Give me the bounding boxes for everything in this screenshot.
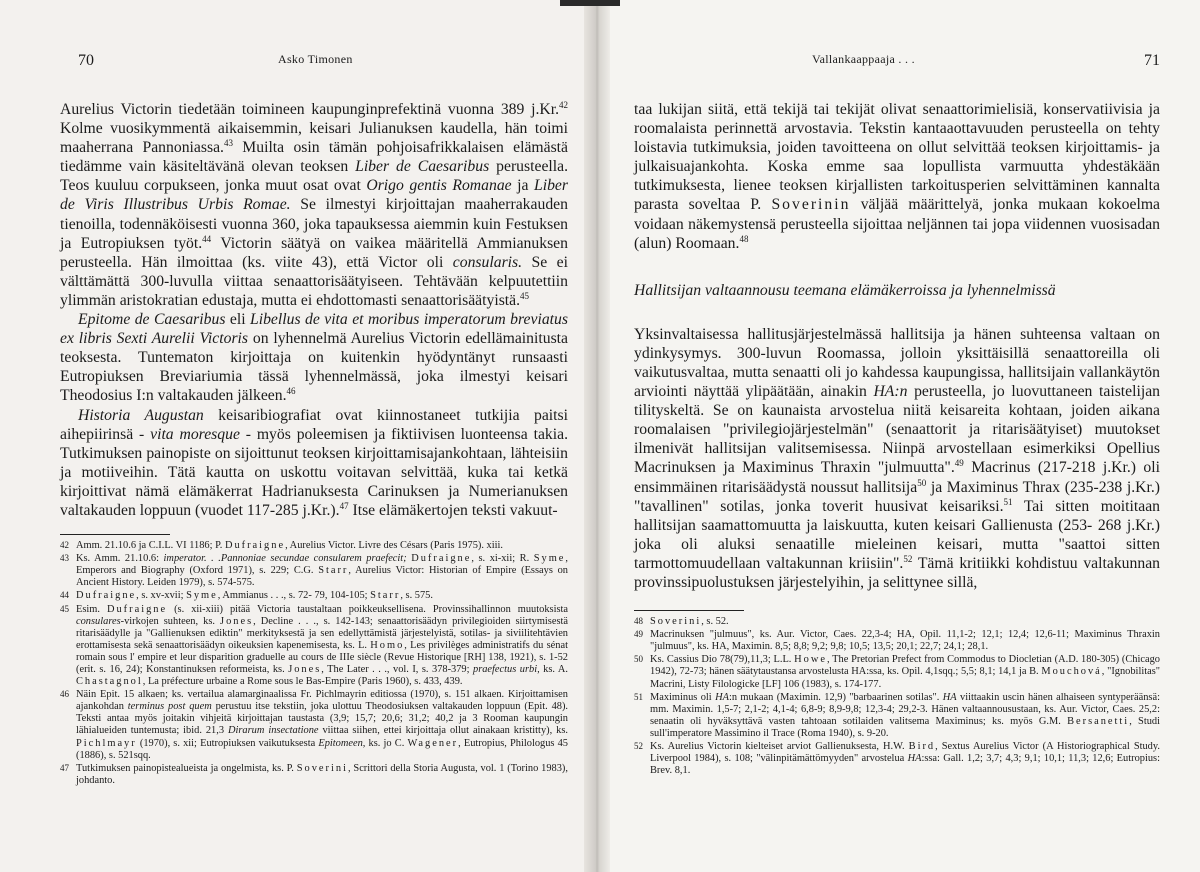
right-page [594, 0, 1200, 872]
author-name: Mouchová [1041, 666, 1102, 678]
footnote-rule [634, 610, 744, 611]
paragraph [634, 100, 1160, 253]
text-run: Tämä kritiikki kohdistuu valtakunnan provinssipuolustuksen järjestelyihin, ja selittynee sillä, [634, 554, 1160, 591]
left-page-header [60, 44, 568, 100]
footnote [60, 762, 568, 787]
text-run: perustuu itse tekstiin, joka ulottuu Theodosiuksen valtakauden loppuun (Epit. 48). Teksti antaa myös joitakin vihjeitä kirjoittajan taustasta (3,9; 15,7; 20,6; 31,2; 40,2 ja 3 Rooman kaupungin lähialueiden tuntemusta; ibid. 21,3 [76, 701, 569, 737]
footnote-ref: 46 [286, 386, 296, 397]
footnote-number: 42 [60, 540, 69, 551]
text-run: Maximinus oli [650, 691, 716, 703]
text-run: , s. xi-xii; R. [471, 553, 534, 565]
text-run: , Les privilèges administratifs du sénat romain sous l' empire et leur disparition graduelle au cours de IIIe siècle (Revue Historique [RH] 138, 1921), s. 1-52 (erit. s. 16, 24); Konstantinuksen reformeista, ks. [76, 639, 568, 675]
italic-text: HA:n [873, 383, 908, 401]
right-footnotes [634, 615, 1160, 777]
text-run: Itse elämäkertojen teksti vakuut- [348, 501, 558, 519]
text-run: , Studi sull'imperatore Massimino il Trace (Roma 1940), s. 9-20. [650, 715, 1160, 739]
text-run: , Aurelius Victor. Livre des Césars (Paris 1975). xiii. [285, 540, 503, 552]
italic-text: Origo gentis Romanae [366, 177, 512, 195]
text-run: (s. xii-xiii) pitää Victoria taustaltaan poikkeuksellisena. Provinssihallinnon muutoksista [167, 603, 569, 615]
footnote [60, 688, 568, 762]
text-run: , Sextus Aurelius Victor (A Historiographical Study. Liverpool 1984), s. 108; "välinpitämättömyyden" arvostelua [650, 741, 1160, 765]
footnote [60, 603, 568, 689]
footnote [60, 539, 568, 552]
page-number: 70 [78, 52, 94, 69]
footnote-ref: 47 [339, 500, 349, 511]
italic-text: Historia Augustan [78, 406, 204, 424]
text-run: eli [225, 311, 250, 329]
footnote-ref: 42 [559, 100, 568, 110]
text-run: , The Later . . ., vol. I, s. 378-379; [321, 664, 473, 675]
author-name: Chastagnol [76, 676, 143, 688]
paragraph [60, 100, 568, 310]
author-name: Howe [794, 654, 827, 666]
book-gutter [584, 0, 610, 872]
text-run: keisaribiografiat ovat kiinnostaneet tutkijia paitsi aihepiirinsä - [60, 406, 568, 443]
text-run: Aurelius Victorin tiedetään toimineen kaupunginprefektinä vuonna 389 j.Kr. [60, 101, 559, 118]
text-run: , s. 575. [400, 590, 433, 602]
text-run: ks. A. [539, 664, 569, 675]
left-body-text [60, 100, 568, 520]
text-run: Yksinvaltaisessa hallitusjärjestelmässä hallitsija ja hänen suhteensa valtaan on ydinkysymys. 300-luvun Roomassa, jolloin yksittäisillä senaattoreilla oli vaikutusvaltaa, mutta senaatti oli jo kahdessa kaupungissa, hallitsijain vallankäytön arviointi näyttää ylipäätään, ainakin [634, 325, 1160, 401]
footnote [60, 589, 568, 602]
footnote-ref: 52 [903, 553, 913, 564]
author-name: Homo [370, 639, 405, 651]
footnote-ref: 45 [520, 290, 530, 301]
footnote-number: 45 [60, 603, 69, 614]
text-run: Se ilmestyi kirjoittajan maaherrakauden tienoilla, todennäköisesti vuonna 360, joka tapauksessa aiemmin kuin Festuksen ja Eutropiuksen työt. [60, 196, 568, 252]
footnote-number: 46 [60, 689, 69, 700]
footnote-ref: 51 [1003, 496, 1013, 507]
text-run: Näin Epit. 15 alkaen; ks. vertailua alamarginaalissa Fr. Pichlmayrin editiossa (1970), s. 151 alkaen. Kirjoittamisen ajankohdan [76, 689, 568, 713]
author-name: Soverinin [771, 196, 851, 214]
text-run: , Eutropius, Philologus 45 (1886), s. 521sqq. [76, 737, 568, 761]
author-name: Wagener [407, 737, 459, 749]
footnote-number: 44 [60, 590, 69, 601]
text-run: , Scrittori della Storia Augusta, vol. 1 (Torino 1983), johdanto. [76, 762, 568, 786]
paragraph [634, 325, 1160, 592]
text-run: ja [511, 177, 534, 195]
author-name: Syme [533, 553, 566, 565]
author-name: Jones [220, 615, 254, 627]
footnote-rule [60, 534, 170, 535]
section-title: Hallitsijan valtaannousu teemana elämäkerroissa ja lyhennelmissä [634, 281, 1056, 299]
text-run: Ks. Amm. 21.10.6: [76, 553, 164, 565]
italic-text: Liber de Viris Illustribus Urbis Romae. [60, 177, 568, 214]
text-run: , The Pretorian Prefect from Commodus to Diocletian (A.D. 180-305) (Chicago 1942), 72-73; hänen säätytaustansa arvostelusta HA:ssa, ks. Opil. 4,1sqq.; 5,5; 8,1; 14,1 ja B. [650, 654, 1160, 678]
italic-text: HA [907, 753, 922, 765]
text-run: -virkojen suhteen, ks. [120, 615, 221, 627]
author-name: Starr [370, 590, 401, 602]
text-run: viittaa siihen, ettei kirjoittaja ollut ainakaan kristitty), ks. [318, 725, 568, 737]
italic-text: consulares [76, 615, 121, 627]
text-run: Ks. Aurelius Victorin kielteiset arviot Gallienuksesta, H.W. [650, 741, 909, 752]
text-run: , Decline . . ., s. 142-143; senaattorisäädyn privilegioiden siirtymisestä ritarisäädylle ja "Gallienuksen ediktin" merkityksestä ja sen edellyttämistä järjestelyistä, sotilas- ja siviilitehtävien erottamisesta sekä senaattorisäädyn oikeuksien kapenemisesta, ks. L. [76, 615, 568, 651]
text-run: Tai sitten moititaan hallitsijan saamattomuutta ja laiskuutta, kuten keisari Gallienusta (253- 268 j.Kr.) joka oli aluksi senaatille mieleinen keisari, mutta "saattoi sitten tarmottomuudellaan valtakunnan kriisiin". [634, 497, 1160, 572]
text-run: , La préfecture urbaine a Rome sous le Bas-Empire (Paris 1960), s. 433, 439. [142, 676, 463, 688]
text-run: ks. jo C. [365, 737, 408, 749]
footnote-number: 52 [634, 741, 643, 751]
footnote [634, 740, 1160, 777]
text-run: , s. 52. [701, 616, 729, 628]
author-name: Pichlmayr [76, 737, 137, 749]
text-run: , Ammianus . . ., s. 72- 79, 104-105; [217, 590, 371, 602]
italic-text: Dirarum insectatione [228, 725, 319, 737]
footnote-number: 48 [634, 616, 643, 627]
text-run: (1970), s. xii; Eutropiuksen vaikutuksesta [136, 737, 319, 749]
footnote-ref: 50 [917, 477, 927, 488]
footnote-ref: 48 [739, 233, 749, 244]
italic-text: praefectus urbi, [473, 664, 540, 675]
text-run: perusteella, jo luovuttaneen taistelijan tilityskeltä. Se on kaunaista arvostelua niitä keisareita kohtaan, joiden aikana roomalaisen "privilegiojärjestelmän" (senaattorit ja ritarisäätyiset) muutokset ilmenivät hallitsijan valitsemisessa. Niinpä arvostellaan esimerkiksi Opellius Macrinuksen ja Maximinus Thraxin "julmuutta". [634, 383, 1160, 477]
page-number: 71 [1144, 52, 1160, 69]
text-run: Victorin säätyä on vaikea määritellä Ammianuksen perusteella. Hän ilmoittaa (ks. viite 43), että Victor oli [60, 234, 568, 271]
author-name: Dufraigne [411, 553, 472, 565]
italic-text: Epitome de Caesaribus [78, 311, 226, 329]
text-run: :n mukaan (Maximin. 12,9) "barbaarinen sotilas". [728, 691, 943, 703]
text-run: , Emperors and Biography (Oxford 1971), s. 229; C.G. [76, 553, 568, 577]
footnote-ref: 44 [202, 233, 212, 244]
text-run: on lyhennelmä Aurelius Victorin edellämainitusta teoksesta. Tuntematon kirjoittaja on kuitenkin hyödyntänyt runsaasti Eutropiuksen Breviariumia tässä lyhennelmässä, joka ilmestyi keisari Theodosius I:n valtakauden jälkeen. [60, 330, 568, 405]
paragraph [60, 406, 568, 521]
footnote-number: 47 [60, 762, 69, 773]
text-run: väljää määrittelyä, jonka mukaan kokoelma voidaan näkemystensä perusteella sijoittaa neljännen tai jopa viidennen vuosisadan (alun) Roomaan. [634, 196, 1160, 252]
italic-text: vita moresque [150, 425, 240, 443]
running-head: Vallankaappaaja . . . [812, 52, 915, 66]
footnote-ref: 43 [223, 138, 233, 149]
author-name: Soverini [296, 762, 348, 774]
footnote-ref: 49 [954, 458, 964, 469]
text-run: , "Ignobilitas" Macrini, Listy Filologicke [LF] 106 (1983), s. 174-177. [650, 666, 1161, 690]
author-name: Syme [186, 590, 218, 602]
italic-text: Epitomeen, [318, 737, 366, 749]
text-run: Ks. Cassius Dio 78(79),11,3; L.L. [650, 654, 795, 666]
text-run: Macrinuksen "julmuus", ks. Aur. Victor, Caes. 22,3-4; HA, Opil. 11,1-2; 12,1; 12,4; 12,6-11; Maximinus Thraxin "julmuus", ks. HA, Maximin. 8,5; 8,8; 9,2; 9,8; 10,5; 13,5; 20,1; 22,7; 24,1; 28,1. [650, 629, 1160, 653]
author-name: Dufraigne [76, 590, 137, 602]
italic-text: Liber de Caesaribus [355, 158, 490, 176]
author-name: Soverini [650, 616, 702, 628]
footnote [634, 691, 1160, 740]
gutter-shadow [560, 0, 620, 6]
text-run: viittaakin uscin hänen alhaiseen syntyperäänsä: mm. Maximin. 1,5-7; 2,1-2; 4,1-4; 6,8-9; 8,9-9,8; 12,3-4; 29,2-3. Hänen valtaannousustaan, ks. Aur. Victor, Caes. 25,2: senaatin oli hyväksyttävä vasten tahtoaan sotilaiden valitsema Maximinus; ks. myös G.M. [650, 691, 1160, 727]
right-page-header [634, 44, 1160, 100]
text-run: taa lukijan siitä, että tekijä tai tekijät olivat senaattorimielisiä, konservatiivisia ja roomalaista perinnettä arvostavia. Tekstin kantaaottavuuden perusteella on tehty loistavia tutkimuksia, joiden tavoitteena on ollut selvittää teoksen kirjoittamis- ja julkaisuajankohta. Koska emme saa lopullista varmuutta yhdestäkään tutkimuksesta, lienee teoksen kirjallisten tarkoitusperien selvittäminen kannalta parasta soveltaa P. [634, 101, 1160, 214]
author-name: Bird [908, 741, 936, 752]
footnote [634, 628, 1160, 653]
text-run: perusteella. Teos kuuluu corpukseen, jonka muut osat ovat [60, 158, 569, 195]
text-run: Macrinus (217-218 j.Kr.) oli ensimmäinen ritarisäädystä noussut hallitsija [634, 459, 1160, 496]
text-run: Kolme vuosikymmentä aikaisemmin, keisari Julianuksen kaudella, hän toimi maaherrana Pannoniassa. [60, 120, 568, 157]
italic-text: terminus post quem [127, 701, 212, 713]
paragraph [60, 310, 568, 405]
footnote [634, 653, 1160, 690]
right-body-text [634, 100, 1160, 253]
text-run: Se ei välttämättä 300-luvulla viittaa senaattorisäätyiseen. Tehtävään kelpuutettiin ylimmän aristokratian edustaja, mutta ei ehdottomasti senaattorisäätyistä. [60, 253, 568, 309]
footnote-number: 49 [634, 629, 643, 640]
author-name: Starr [318, 565, 349, 577]
author-name: Dufraigne [106, 603, 168, 615]
italic-text: Libellus de vita et moribus imperatorum breviatus ex libris Sexti Aurelii Victoris [60, 311, 568, 348]
text-run: Amm. 21.10.6 ja C.I.L. VI 1186; P. [76, 540, 225, 552]
text-run: , s. xv-xvii; [136, 590, 187, 602]
right-body-text-2 [634, 325, 1160, 592]
left-footnotes [60, 539, 568, 787]
left-page [0, 0, 594, 872]
running-head: Asko Timonen [278, 52, 353, 66]
footnote-number: 43 [60, 553, 69, 564]
footnote [634, 615, 1160, 628]
footnote-number: 51 [634, 691, 643, 702]
text-run: Esim. [76, 603, 107, 615]
author-name: Dufraigne [224, 540, 286, 552]
text-run: Muilta osin tämän pohjoisafrikkalaisen elämästä tiedämme vain käsiteltävänä olevan teoksen [60, 139, 568, 176]
italic-text: HA [942, 691, 957, 703]
author-name: Bersanetti [1067, 715, 1130, 727]
text-run: ja Maximinus Thrax (235-238 j.Kr.) "tavallinen" sotilas, jonka toverit huusivat keisariksi. [634, 478, 1160, 515]
author-name: Jones [288, 664, 322, 675]
text-run: , Aurelius Victor: Historian of Empire (Essays on Ancient History. Leiden 1979), s. 574-575. [76, 565, 568, 589]
italic-text: imperator. . .Pannoniae secundae consularem praefecit; [163, 553, 407, 565]
footnote [60, 552, 568, 589]
text-run: :ssa: Gall. 1,2; 3,7; 4,3; 9,1; 10,1; 11,3; 12,6; Eutropius: Brev. 8,1. [650, 753, 1160, 777]
footnote-number: 50 [634, 654, 643, 665]
text-run: - myös poleemisen ja fiktiivisen luonteensa takia. Tutkimuksen painopiste on sijoittunut teoksen kirjoittamisajankohtaan, lähteisiin ja motiiveihin. Tätä kautta on uskottu voitavan selvittää, kuka tai ketkä kirjoittivat nämä elämäkerrat Hadrianuksesta Carinuksen ja Numerianuksen valtakauden loppuun (vuodet 117-285 j.Kr.). [60, 425, 568, 519]
text-run: Tutkimuksen painopistealueista ja ongelmista, ks. P. [76, 762, 297, 774]
italic-text: consularis. [452, 253, 523, 271]
italic-text: HA [715, 691, 729, 703]
